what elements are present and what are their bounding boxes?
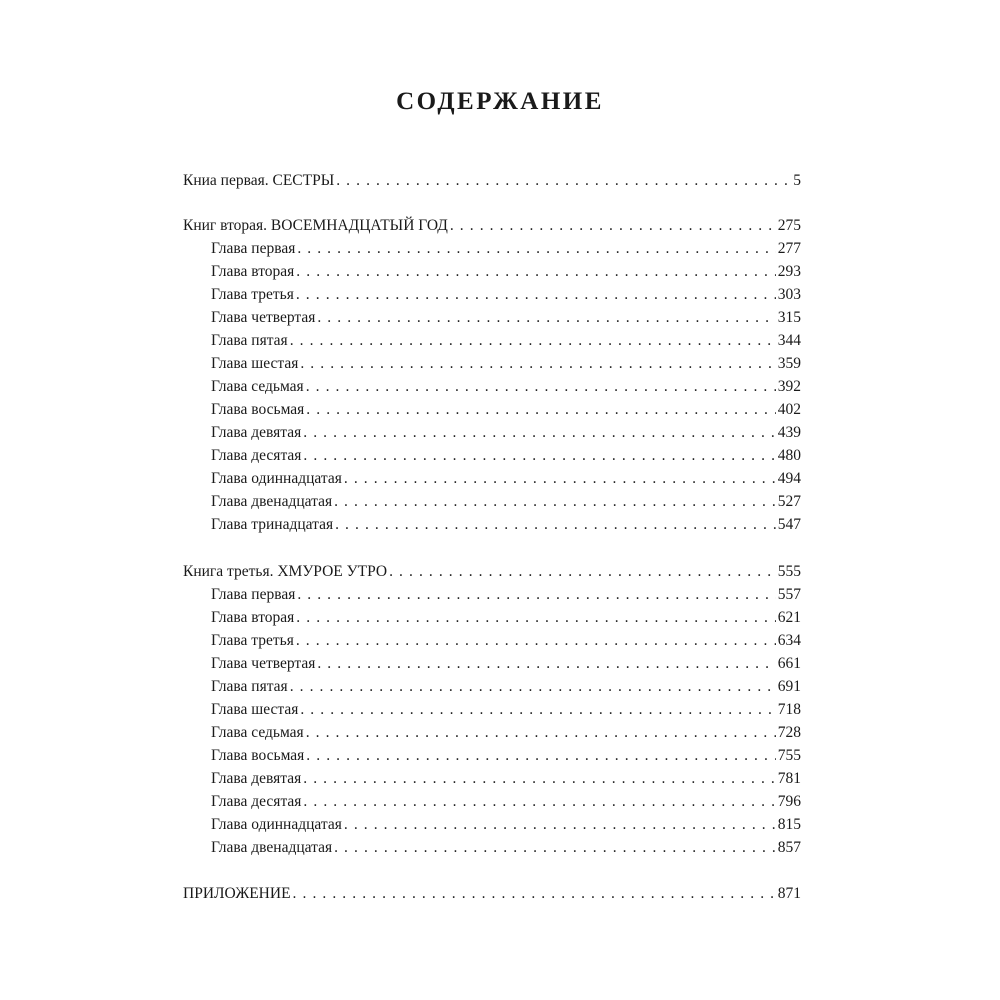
dot-leader xyxy=(296,284,776,306)
toc-entry-page-number: 755 xyxy=(777,747,801,764)
toc-entry-page-number: 480 xyxy=(777,447,801,464)
toc-entry-page-number: 293 xyxy=(777,263,801,280)
toc-entry-page-number: 857 xyxy=(777,839,801,856)
toc-book-entry[interactable] xyxy=(183,561,801,583)
dot-leader xyxy=(344,814,776,836)
toc-entry-label: Глава пятая xyxy=(211,678,288,695)
toc-chapter-entry[interactable] xyxy=(211,791,801,813)
dot-leader xyxy=(300,353,775,375)
toc-entry-label: Глава двенадцатая xyxy=(211,839,333,856)
toc-entry-label: Глава вторая xyxy=(211,263,295,280)
toc-entry-page-number: 527 xyxy=(777,493,801,510)
toc-entry-page-number: 547 xyxy=(777,516,801,533)
toc-entry-page-number: 275 xyxy=(777,217,801,234)
toc-entry-label: Глава шестая xyxy=(211,701,299,718)
toc-entry-label: Глава десятая xyxy=(211,447,302,464)
toc-chapter-entry[interactable] xyxy=(211,468,801,490)
toc-chapter-entry[interactable] xyxy=(211,699,801,721)
toc-entry-page-number: 303 xyxy=(777,286,801,303)
toc-entry-page-number: 815 xyxy=(777,816,801,833)
dot-leader xyxy=(296,630,776,652)
toc-entry-page-number: 359 xyxy=(777,355,801,372)
toc-entry-label: Глава девятая xyxy=(211,424,302,441)
page-title: СОДЕРЖАНИЕ xyxy=(396,88,604,115)
toc-entry-page-number: 781 xyxy=(777,770,801,787)
toc-entry-page-number: 439 xyxy=(777,424,801,441)
toc-entry-label: Глава седьмая xyxy=(211,724,304,741)
toc-chapter-entry[interactable] xyxy=(211,238,801,260)
dot-leader xyxy=(297,238,775,260)
toc-entry-label: Глава пятая xyxy=(211,332,288,349)
dot-leader xyxy=(450,215,776,237)
dot-leader xyxy=(297,584,775,606)
toc-entry-page-number: 796 xyxy=(777,793,801,810)
dot-leader xyxy=(317,653,775,675)
toc-entry-page-number: 392 xyxy=(777,378,801,395)
dot-leader xyxy=(290,676,776,698)
toc-entry-label: Глава шестая xyxy=(211,355,299,372)
toc-chapter-entry[interactable] xyxy=(211,353,801,375)
toc-chapter-entry[interactable] xyxy=(211,422,801,444)
toc-chapter-entry[interactable] xyxy=(211,630,801,652)
toc-chapter-entry[interactable] xyxy=(211,491,801,513)
toc-chapter-entry[interactable] xyxy=(211,514,801,536)
dot-leader xyxy=(336,170,791,192)
toc-entry-page-number: 718 xyxy=(777,701,801,718)
dot-leader xyxy=(303,445,775,467)
toc-entry-label: Глава десятая xyxy=(211,793,302,810)
toc-chapter-entry[interactable] xyxy=(211,653,801,675)
toc-chapter-entry[interactable] xyxy=(211,330,801,352)
dot-leader xyxy=(306,399,775,421)
toc-entry-label: Глава первая xyxy=(211,586,296,603)
toc-entry-label: Глава девятая xyxy=(211,770,302,787)
toc-entry-label: Глава одиннадцатая xyxy=(211,470,342,487)
toc-chapter-entry[interactable] xyxy=(211,722,801,744)
dot-leader xyxy=(344,468,776,490)
toc-entry-page-number: 634 xyxy=(777,632,801,649)
toc-chapter-entry[interactable] xyxy=(211,445,801,467)
dot-leader xyxy=(317,307,775,329)
dot-leader xyxy=(334,491,776,513)
toc-entry-label: Книга третья. ХМУРОЕ УТРО xyxy=(183,563,388,580)
toc-entry-page-number: 557 xyxy=(777,586,801,603)
dot-leader xyxy=(306,722,776,744)
dot-leader xyxy=(306,376,776,398)
dot-leader xyxy=(303,422,775,444)
toc-chapter-entry[interactable] xyxy=(211,261,801,283)
toc-entry-page-number: 277 xyxy=(777,240,801,257)
dot-leader xyxy=(296,607,775,629)
toc-entry-label: Глава вторая xyxy=(211,609,295,626)
toc-chapter-entry[interactable] xyxy=(211,584,801,606)
toc-entry-page-number: 728 xyxy=(777,724,801,741)
dot-leader xyxy=(306,745,775,767)
dot-leader xyxy=(300,699,775,721)
toc-entry-page-number: 5 xyxy=(793,172,801,189)
toc-entry-label: Глава седьмая xyxy=(211,378,304,395)
toc-entry-page-number: 555 xyxy=(777,563,801,580)
toc-chapter-entry[interactable] xyxy=(211,745,801,767)
toc-entry-page-number: 691 xyxy=(777,678,801,695)
dot-leader xyxy=(389,561,776,583)
toc-chapter-entry[interactable] xyxy=(211,307,801,329)
toc-chapter-entry[interactable] xyxy=(211,837,801,859)
toc-entry-label: Глава восьмая xyxy=(211,401,305,418)
toc-entry-label: Глава третья xyxy=(211,632,294,649)
toc-entry-page-number: 344 xyxy=(777,332,801,349)
toc-entry-label: Глава третья xyxy=(211,286,294,303)
toc-entry-label: Глава двенадцатая xyxy=(211,493,333,510)
toc-book-entry[interactable] xyxy=(183,170,801,192)
toc-chapter-entry[interactable] xyxy=(211,376,801,398)
toc-entry-label: Книг вторая. ВОСЕМНАДЦАТЫЙ ГОД xyxy=(183,217,448,234)
toc-entry-page-number: 661 xyxy=(777,655,801,672)
dot-leader xyxy=(290,330,776,352)
dot-leader xyxy=(303,768,775,790)
toc-entry-label: Глава четвертая xyxy=(211,655,316,672)
dot-leader xyxy=(296,261,775,283)
toc-chapter-entry[interactable] xyxy=(211,284,801,306)
toc-chapter-entry[interactable] xyxy=(211,607,801,629)
dot-leader xyxy=(293,883,776,905)
toc-appendix-entry[interactable] xyxy=(183,883,801,905)
toc-book-entry[interactable] xyxy=(183,215,801,237)
toc-entry-page-number: 621 xyxy=(777,609,801,626)
toc-entry-page-number: 315 xyxy=(777,309,801,326)
toc-entry-label: Книа первая. СЕСТРЫ xyxy=(183,172,335,189)
toc-chapter-entry[interactable] xyxy=(211,676,801,698)
toc-chapter-entry[interactable] xyxy=(211,768,801,790)
dot-leader xyxy=(335,514,776,536)
dot-leader xyxy=(334,837,776,859)
toc-entry-label: ПРИЛОЖЕНИЕ xyxy=(183,885,291,902)
toc-entry-label: Глава восьмая xyxy=(211,747,305,764)
toc-chapter-entry[interactable] xyxy=(211,399,801,421)
toc-entry-label: Глава четвертая xyxy=(211,309,316,326)
toc-entry-label: Глава тринадцатая xyxy=(211,516,334,533)
toc-entry-page-number: 402 xyxy=(777,401,801,418)
toc-entry-page-number: 494 xyxy=(777,470,801,487)
toc-entry-page-number: 871 xyxy=(777,885,801,902)
toc-entry-label: Глава первая xyxy=(211,240,296,257)
toc-chapter-entry[interactable] xyxy=(211,814,801,836)
toc-entry-label: Глава одиннадцатая xyxy=(211,816,342,833)
dot-leader xyxy=(303,791,775,813)
